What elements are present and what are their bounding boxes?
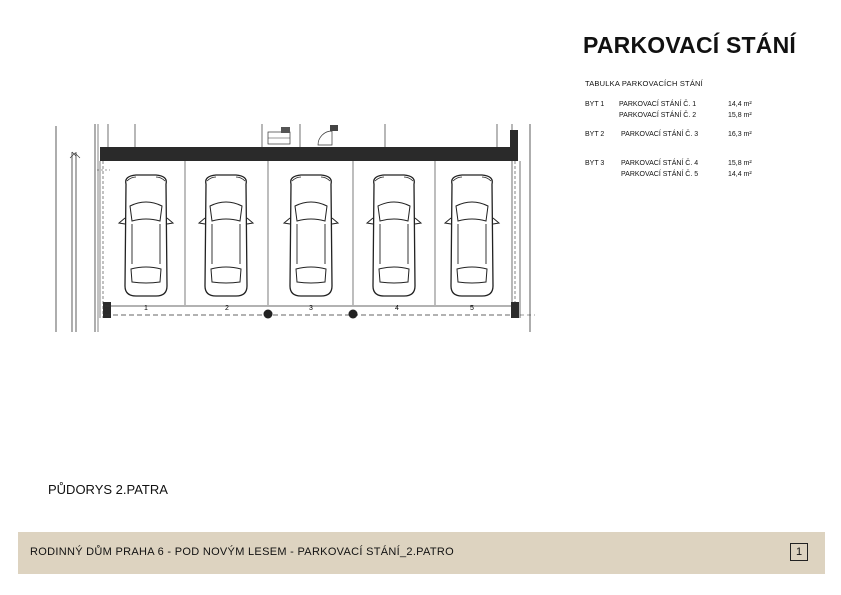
row-label: PARKOVACÍ STÁNÍ Č. 5 [621,171,699,178]
car-space-3 [284,175,338,296]
row-unit: BYT 3 [585,160,605,167]
space-number: 2 [225,305,229,312]
footer-bar [18,532,825,574]
row-label: PARKOVACÍ STÁNÍ Č. 4 [621,160,699,167]
car-space-5 [445,175,499,296]
row-unit: BYT 1 [585,101,605,108]
car-space-4 [367,175,421,296]
page-title: PARKOVACÍ STÁNÍ [583,32,796,58]
space-number: 4 [395,305,399,312]
floor-plan [0,0,560,340]
row-area: 16,3 m² [728,131,752,138]
page-number: 1 [790,543,808,561]
row-area: 14,4 m² [728,101,752,108]
space-number: 1 [144,305,148,312]
row-unit: BYT 2 [585,131,605,138]
footer-title: RODINNÝ DŮM PRAHA 6 - POD NOVÝM LESEM - PARKOVACÍ STÁNÍ_2.PATRO [30,546,454,558]
car-space-2 [199,175,253,296]
row-label: PARKOVACÍ STÁNÍ Č. 2 [619,112,697,119]
row-area: 14,4 m² [728,171,752,178]
row-label: PARKOVACÍ STÁNÍ Č. 3 [621,131,699,138]
row-area: 15,8 m² [728,112,752,119]
space-number: 5 [470,305,474,312]
floor-plan-label: PŮDORYS 2.PATRA [48,482,168,497]
space-number: 3 [309,305,313,312]
car-space-1 [119,175,173,296]
row-area: 15,8 m² [728,160,752,167]
parking-table-title: TABULKA PARKOVACÍCH STÁNÍ [585,79,703,88]
row-label: PARKOVACÍ STÁNÍ Č. 1 [619,101,697,108]
